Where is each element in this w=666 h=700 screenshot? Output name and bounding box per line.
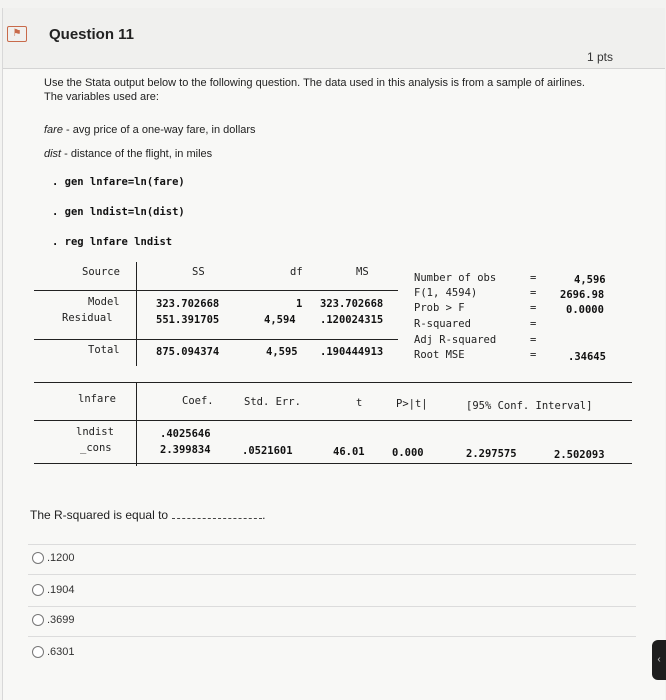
option-separator (28, 544, 636, 545)
anova-residual-df: 4,594 (264, 314, 296, 326)
stat-rmse-value: .34645 (568, 351, 606, 363)
stat-f-label: F(1, 4594) (414, 287, 478, 299)
variable-fare (44, 124, 256, 136)
coef-header-se: Std. Err. (244, 396, 301, 408)
anova-total-df: 4,595 (266, 346, 298, 358)
variable-fare-name: fare (44, 124, 63, 136)
side-tab-icon[interactable]: ‹ (652, 640, 666, 680)
question-intro: Use the Stata output below to the following question. The data used in this analysis is from a sample of airlines. The variables used are: (44, 77, 585, 103)
anova-model-label: Model (88, 296, 120, 308)
anova-total-ms: .190444913 (320, 346, 384, 358)
stat-eq: = (530, 302, 537, 314)
radio-icon[interactable] (32, 646, 44, 658)
answer-option-label: .1904 (47, 584, 75, 596)
option-separator (28, 636, 636, 637)
answer-option[interactable] (32, 552, 75, 564)
stata-command: . reg lnfare lndist (52, 236, 173, 248)
variable-fare-desc: - avg price of a one-way fare, in dollars (62, 124, 256, 136)
stat-nobs-value: 4,596 (574, 274, 606, 286)
coef-row-ci-high: 2.502093 (554, 449, 605, 461)
question-title: Question 11 (49, 26, 135, 43)
anova-header-source: Source (82, 266, 120, 278)
coef-divider (34, 420, 632, 421)
coef-header-coef: Coef. (182, 395, 214, 407)
stat-f-value: 2696.98 (560, 289, 605, 301)
variable-dist-desc: - distance of the flight, in miles (61, 148, 213, 160)
stat-eq: = (530, 272, 537, 284)
stat-eq: = (530, 334, 537, 346)
anova-divider-vertical (136, 262, 137, 366)
stat-adjr2-label: Adj R-squared (414, 334, 497, 346)
stat-rmse-label: Root MSE (414, 349, 465, 361)
coef-header-var: lnfare (78, 393, 116, 405)
anova-model-ss: 323.702668 (156, 298, 220, 310)
anova-total-ss: 875.094374 (156, 346, 220, 358)
anova-residual-ss: 551.391705 (156, 314, 220, 326)
stata-command: . gen lndist=ln(dist) (52, 206, 185, 218)
stat-eq: = (530, 287, 537, 299)
answer-option[interactable] (32, 584, 75, 596)
coef-row-ci-low: 2.297575 (466, 448, 517, 460)
answer-option[interactable] (32, 646, 75, 658)
answer-option-label: .1200 (47, 552, 75, 564)
stat-nobs-label: Number of obs (414, 272, 497, 284)
anova-residual-ms: .120024315 (320, 314, 384, 326)
coef-row-var: _cons (80, 442, 112, 454)
question-prompt: The R-squared is equal to . (30, 508, 266, 522)
answer-option-label: .6301 (47, 646, 75, 658)
question-header (3, 8, 665, 69)
radio-icon[interactable] (32, 584, 44, 596)
stat-eq: = (530, 349, 537, 361)
stat-probf-label: Prob > F (414, 302, 465, 314)
stat-probf-value: 0.0000 (566, 304, 604, 316)
radio-icon[interactable] (32, 552, 44, 564)
coef-top-rule (34, 382, 632, 383)
coef-row-p: 0.000 (392, 447, 424, 459)
anova-total-label: Total (88, 344, 120, 356)
anova-divider (34, 339, 398, 340)
anova-model-ms: 323.702668 (320, 298, 384, 310)
anova-header-ss: SS (192, 266, 205, 278)
coef-header-ci: [95% Conf. Interval] (466, 400, 593, 412)
anova-header-ms: MS (356, 266, 369, 278)
coef-divider-vertical (136, 382, 137, 466)
variable-dist-name: dist (44, 148, 62, 160)
anova-model-df: 1 (296, 298, 303, 310)
coef-bottom-rule (34, 463, 632, 464)
radio-icon[interactable] (32, 614, 44, 626)
stat-eq: = (530, 318, 537, 330)
anova-header-df: df (290, 266, 303, 278)
question-points: 1 pts (586, 50, 613, 64)
answer-option-label: .3699 (47, 614, 75, 626)
stat-r2-label: R-squared (414, 318, 471, 330)
option-separator (28, 606, 636, 607)
coef-row-coef: .4025646 (160, 428, 211, 440)
answer-blank (172, 508, 262, 519)
coef-row-coef: 2.399834 (160, 444, 211, 456)
stata-command: . gen lnfare=ln(fare) (52, 176, 185, 188)
coef-header-p: P>|t| (396, 398, 428, 410)
coef-row-t: 46.01 (333, 446, 365, 458)
flag-icon[interactable]: ⚑ (7, 26, 27, 42)
coef-header-t: t (356, 397, 363, 409)
anova-residual-label: Residual (62, 312, 113, 324)
question-prompt-text: The R-squared is equal to (30, 508, 169, 522)
anova-divider (34, 290, 398, 291)
answer-option[interactable] (32, 614, 75, 626)
coef-row-var: lndist (76, 426, 114, 438)
coef-row-se: .0521601 (242, 445, 293, 457)
option-separator (28, 574, 636, 575)
variable-dist (44, 148, 212, 160)
